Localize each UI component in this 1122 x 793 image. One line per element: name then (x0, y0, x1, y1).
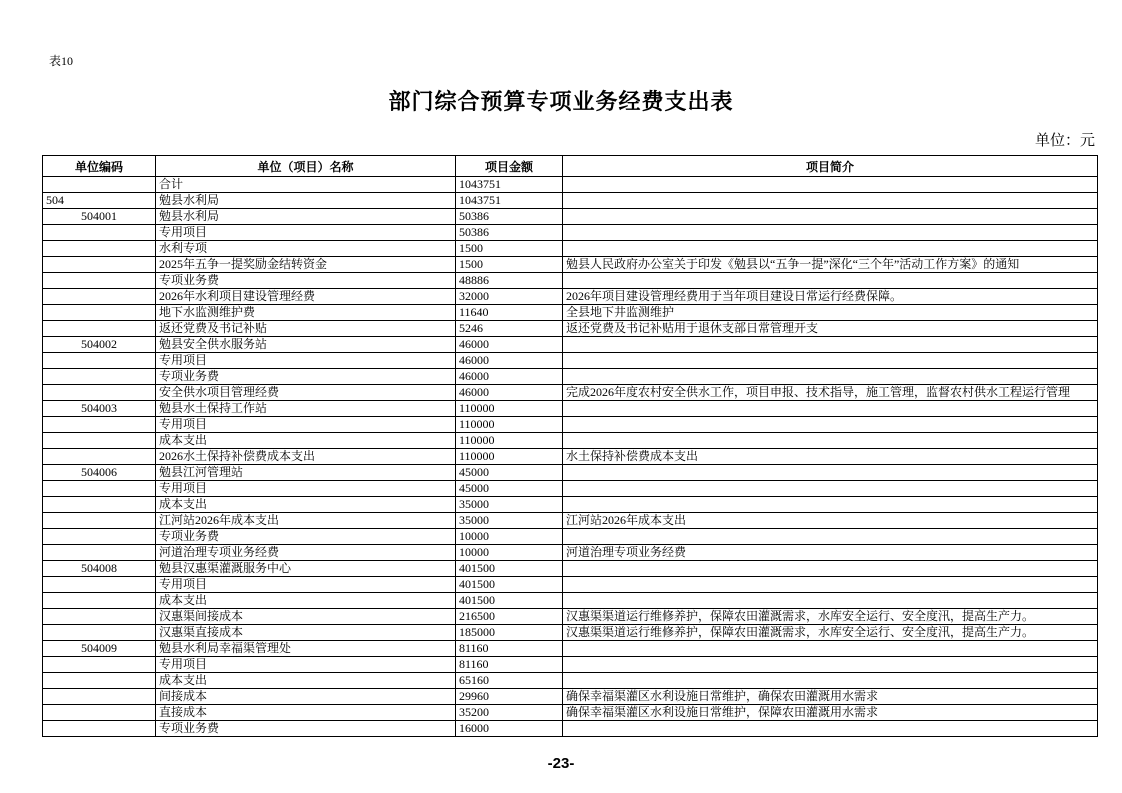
table-body (43, 177, 1098, 737)
unit-code-cell: 504008 (43, 561, 156, 577)
amount-cell: 46000 (456, 337, 563, 353)
unit-code-cell (43, 241, 156, 257)
unit-code-cell (43, 497, 156, 513)
unit-name-cell: 直接成本 (156, 705, 456, 721)
unit-name-cell: 勉县水利局幸福渠管理处 (156, 641, 456, 657)
unit-code-cell (43, 289, 156, 305)
description-cell (563, 177, 1098, 193)
description-cell: 水土保持补偿费成本支出 (563, 449, 1098, 465)
description-cell (563, 225, 1098, 241)
unit-name-cell: 专项业务费 (156, 369, 456, 385)
table-row (43, 273, 1098, 289)
unit-code-cell (43, 625, 156, 641)
description-cell (563, 209, 1098, 225)
description-cell (563, 577, 1098, 593)
unit-code-cell (43, 177, 156, 193)
unit-name-cell: 合计 (156, 177, 456, 193)
unit-name-cell: 专项业务费 (156, 721, 456, 737)
amount-cell: 29960 (456, 689, 563, 705)
unit-code-cell (43, 305, 156, 321)
table-row (43, 337, 1098, 353)
amount-cell: 1043751 (456, 193, 563, 209)
table-row (43, 513, 1098, 529)
unit-note: 单位：元 (1034, 133, 1095, 149)
unit-code-cell: 504001 (43, 209, 156, 225)
unit-name-cell: 专用项目 (156, 481, 456, 497)
amount-cell: 46000 (456, 353, 563, 369)
amount-cell: 35200 (456, 705, 563, 721)
table-row (43, 193, 1098, 209)
description-cell (563, 433, 1098, 449)
description-cell (563, 657, 1098, 673)
description-cell (563, 673, 1098, 689)
table-row (43, 721, 1098, 737)
description-cell (563, 193, 1098, 209)
description-cell (563, 369, 1098, 385)
description-cell: 河道治理专项业务经费 (563, 545, 1098, 561)
unit-name-cell: 河道治理专项业务经费 (156, 545, 456, 561)
amount-cell: 110000 (456, 401, 563, 417)
table-row (43, 401, 1098, 417)
column-header-unit-code: 单位编码 (43, 156, 156, 177)
unit-name-cell: 汉惠渠间接成本 (156, 609, 456, 625)
amount-cell: 45000 (456, 465, 563, 481)
description-cell: 江河站2026年成本支出 (563, 513, 1098, 529)
description-cell (563, 593, 1098, 609)
amount-cell: 45000 (456, 481, 563, 497)
table-row (43, 529, 1098, 545)
unit-code-cell: 504009 (43, 641, 156, 657)
unit-name-cell: 成本支出 (156, 593, 456, 609)
unit-code-cell (43, 257, 156, 273)
column-header-unit-name: 单位（项目）名称 (156, 156, 456, 177)
description-cell (563, 641, 1098, 657)
unit-code-cell (43, 513, 156, 529)
unit-name-cell: 专用项目 (156, 225, 456, 241)
unit-name-cell: 成本支出 (156, 497, 456, 513)
unit-name-cell: 返还党费及书记补贴 (156, 321, 456, 337)
unit-code-cell (43, 545, 156, 561)
unit-name-cell: 专用项目 (156, 417, 456, 433)
unit-code-cell (43, 593, 156, 609)
description-cell (563, 401, 1098, 417)
unit-name-cell: 2025年五争一提奖励金结转资金 (156, 257, 456, 273)
amount-cell: 401500 (456, 561, 563, 577)
table-row (43, 289, 1098, 305)
unit-name-cell: 勉县水利局 (156, 209, 456, 225)
unit-code-cell (43, 433, 156, 449)
description-cell (563, 561, 1098, 577)
table-row (43, 545, 1098, 561)
unit-code-cell (43, 673, 156, 689)
unit-code-cell (43, 369, 156, 385)
unit-name-cell: 勉县安全供水服务站 (156, 337, 456, 353)
table-row (43, 657, 1098, 673)
unit-name-cell: 专用项目 (156, 353, 456, 369)
unit-code-cell: 504002 (43, 337, 156, 353)
table-row (43, 673, 1098, 689)
unit-name-cell: 安全供水项目管理经费 (156, 385, 456, 401)
table-header (43, 156, 1098, 177)
amount-cell: 11640 (456, 305, 563, 321)
amount-cell: 110000 (456, 417, 563, 433)
unit-code-cell (43, 705, 156, 721)
description-cell (563, 337, 1098, 353)
amount-cell: 48886 (456, 273, 563, 289)
description-cell: 返还党费及书记补贴用于退休支部日常管理开支 (563, 321, 1098, 337)
unit-name-cell: 勉县水利局 (156, 193, 456, 209)
amount-cell: 401500 (456, 577, 563, 593)
unit-code-cell (43, 609, 156, 625)
table-row (43, 705, 1098, 721)
unit-code-cell (43, 481, 156, 497)
unit-code-cell (43, 225, 156, 241)
amount-cell: 10000 (456, 529, 563, 545)
unit-name-cell: 专用项目 (156, 577, 456, 593)
table-row (43, 417, 1098, 433)
unit-code-cell (43, 657, 156, 673)
table-row (43, 481, 1098, 497)
amount-cell: 110000 (456, 433, 563, 449)
unit-code-cell (43, 449, 156, 465)
header-row (43, 156, 1098, 177)
budget-table (42, 155, 1098, 737)
table-row (43, 257, 1098, 273)
amount-cell: 185000 (456, 625, 563, 641)
amount-cell: 10000 (456, 545, 563, 561)
table-row (43, 209, 1098, 225)
table-row (43, 321, 1098, 337)
table-row (43, 177, 1098, 193)
table-row (43, 641, 1098, 657)
description-cell (563, 721, 1098, 737)
amount-cell: 1043751 (456, 177, 563, 193)
description-cell: 汉惠渠渠道运行维修养护，保障农田灌溉需求，水库安全运行、安全度汛，提高生产力。 (563, 625, 1098, 641)
unit-code-cell (43, 721, 156, 737)
amount-cell: 32000 (456, 289, 563, 305)
unit-code-cell: 504006 (43, 465, 156, 481)
table-row (43, 465, 1098, 481)
amount-cell: 35000 (456, 513, 563, 529)
unit-name-cell: 地下水监测维护费 (156, 305, 456, 321)
unit-name-cell: 江河站2026年成本支出 (156, 513, 456, 529)
description-cell: 完成2026年度农村安全供水工作，项目申报、技术指导，施工管理，监督农村供水工程运行管理 (563, 385, 1098, 401)
unit-name-cell: 2026水土保持补偿费成本支出 (156, 449, 456, 465)
table-row (43, 241, 1098, 257)
amount-cell: 16000 (456, 721, 563, 737)
description-cell (563, 273, 1098, 289)
column-header-description: 项目简介 (563, 156, 1098, 177)
table-row (43, 689, 1098, 705)
description-cell: 2026年项目建设管理经费用于当年项目建设日常运行经费保障。 (563, 289, 1098, 305)
unit-code-cell: 504003 (43, 401, 156, 417)
amount-cell: 5246 (456, 321, 563, 337)
description-cell (563, 497, 1098, 513)
unit-name-cell: 勉县水土保持工作站 (156, 401, 456, 417)
table-row (43, 385, 1098, 401)
unit-name-cell: 专项业务费 (156, 273, 456, 289)
unit-code-cell (43, 529, 156, 545)
amount-cell: 1500 (456, 257, 563, 273)
table-row (43, 625, 1098, 641)
unit-code-cell (43, 273, 156, 289)
unit-name-cell: 汉惠渠直接成本 (156, 625, 456, 641)
unit-name-cell: 勉县江河管理站 (156, 465, 456, 481)
description-cell (563, 353, 1098, 369)
amount-cell: 35000 (456, 497, 563, 513)
table-row (43, 609, 1098, 625)
description-cell (563, 465, 1098, 481)
amount-cell: 46000 (456, 369, 563, 385)
table-row (43, 369, 1098, 385)
description-cell: 确保幸福渠灌区水利设施日常维护，保障农田灌溉用水需求 (563, 705, 1098, 721)
amount-cell: 46000 (456, 385, 563, 401)
unit-code-cell (43, 321, 156, 337)
unit-name-cell: 成本支出 (156, 433, 456, 449)
amount-cell: 50386 (456, 209, 563, 225)
unit-code-cell (43, 577, 156, 593)
amount-cell: 50386 (456, 225, 563, 241)
unit-name-cell: 专用项目 (156, 657, 456, 673)
amount-cell: 65160 (456, 673, 563, 689)
page-title: 部门综合预算专项业务经费支出表 (388, 89, 734, 114)
table-row (43, 353, 1098, 369)
unit-code-cell: 504 (43, 193, 156, 209)
description-cell (563, 529, 1098, 545)
unit-code-cell (43, 417, 156, 433)
unit-code-cell (43, 689, 156, 705)
table-row (43, 305, 1098, 321)
description-cell (563, 481, 1098, 497)
description-cell: 确保幸福渠灌区水利设施日常维护，确保农田灌溉用水需求 (563, 689, 1098, 705)
table-row (43, 497, 1098, 513)
unit-name-cell: 成本支出 (156, 673, 456, 689)
table-row (43, 561, 1098, 577)
unit-name-cell: 勉县汉惠渠灌溉服务中心 (156, 561, 456, 577)
amount-cell: 1500 (456, 241, 563, 257)
unit-name-cell: 水利专项 (156, 241, 456, 257)
unit-name-cell: 专项业务费 (156, 529, 456, 545)
description-cell: 汉惠渠渠道运行维修养护，保障农田灌溉需求，水库安全运行、安全度汛，提高生产力。 (563, 609, 1098, 625)
amount-cell: 401500 (456, 593, 563, 609)
unit-name-cell: 2026年水利项目建设管理经费 (156, 289, 456, 305)
amount-cell: 110000 (456, 449, 563, 465)
amount-cell: 216500 (456, 609, 563, 625)
page-number: -23- (547, 755, 575, 772)
column-header-amount: 项目金额 (456, 156, 563, 177)
table-row (43, 433, 1098, 449)
description-cell (563, 241, 1098, 257)
unit-code-cell (43, 353, 156, 369)
table-row (43, 449, 1098, 465)
table-label: 表10 (49, 54, 74, 68)
table-row (43, 225, 1098, 241)
table-row (43, 593, 1098, 609)
description-cell: 全县地下井监测维护 (563, 305, 1098, 321)
unit-name-cell: 间接成本 (156, 689, 456, 705)
description-cell: 勉县人民政府办公室关于印发《勉县以“五争一提”深化“三个年”活动工作方案》的通知 (563, 257, 1098, 273)
description-cell (563, 417, 1098, 433)
unit-code-cell (43, 385, 156, 401)
amount-cell: 81160 (456, 657, 563, 673)
table-row (43, 577, 1098, 593)
amount-cell: 81160 (456, 641, 563, 657)
